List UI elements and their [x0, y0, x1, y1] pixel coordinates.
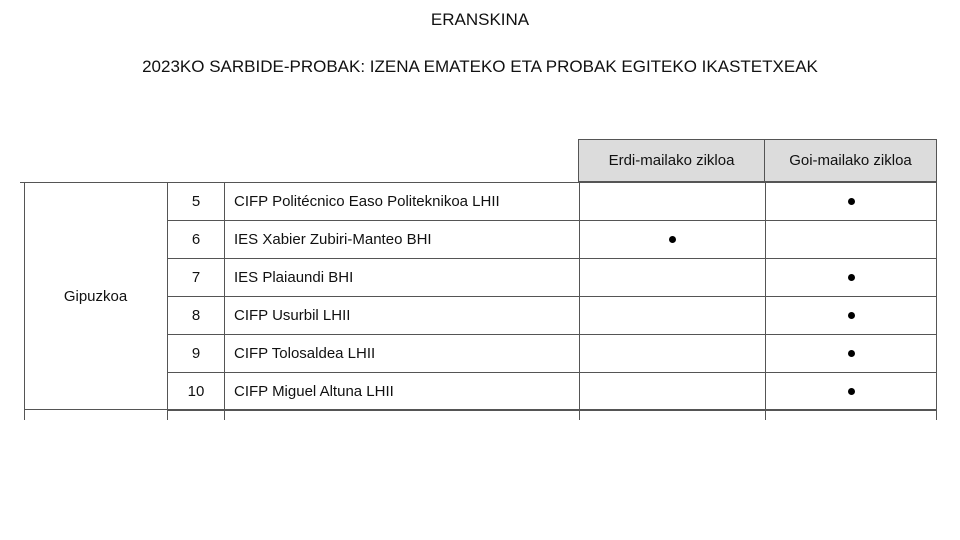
row-number: 9 [191, 345, 201, 362]
row-separator [167, 410, 937, 411]
province-label: Gipuzkoa [63, 287, 128, 305]
erdi-mailako-cell [580, 183, 764, 220]
column-header-goi-mailako: Goi-mailako zikloa [764, 139, 937, 182]
erdi-mailako-cell [580, 373, 764, 410]
row-number: 10 [187, 383, 205, 400]
goi-mailako-cell [766, 259, 936, 296]
school-name: CIFP Usurbil LHII [234, 307, 351, 324]
table-bottom-rule [24, 409, 937, 410]
row-number: 8 [191, 307, 201, 324]
document-title: ERANSKINA [430, 10, 530, 29]
document-subtitle: 2023KO SARBIDE-PROBAK: IZENA EMATEKO ETA PROBAK EGITEKO IKASTETXEAK [142, 57, 818, 76]
goi-mailako-cell [766, 221, 936, 258]
erdi-mailako-cell [580, 259, 764, 296]
row-number: 5 [191, 193, 201, 210]
goi-mailako-cell [766, 297, 936, 334]
goi-mailako-cell [766, 335, 936, 372]
column-header-erdi-mailako: Erdi-mailako zikloa [578, 139, 765, 182]
name-column-left-border [224, 182, 225, 420]
school-name: CIFP Tolosaldea LHII [234, 345, 376, 362]
erdi-mailako-cell [580, 335, 764, 372]
goi-mailako-cell [766, 183, 936, 220]
goi-mailako-cell [766, 373, 936, 410]
erdi-mailako-cell [580, 221, 764, 258]
school-name: IES Xabier Zubiri-Manteo BHI [234, 231, 432, 248]
row-number: 7 [191, 269, 201, 286]
school-name: CIFP Miguel Altuna LHII [234, 383, 394, 400]
bullet-dot-icon [848, 312, 855, 319]
row-number: 6 [191, 231, 201, 248]
bullet-dot-icon [848, 198, 855, 205]
bullet-dot-icon [848, 388, 855, 395]
bullet-dot-icon [669, 236, 676, 243]
school-name: CIFP Politécnico Easo Politeknikoa LHII [234, 193, 500, 210]
bullet-dot-icon [848, 350, 855, 357]
school-name: IES Plaiaundi BHI [234, 269, 354, 286]
erdi-mailako-cell [580, 297, 764, 334]
bullet-dot-icon [848, 274, 855, 281]
table-right-border [936, 182, 937, 420]
